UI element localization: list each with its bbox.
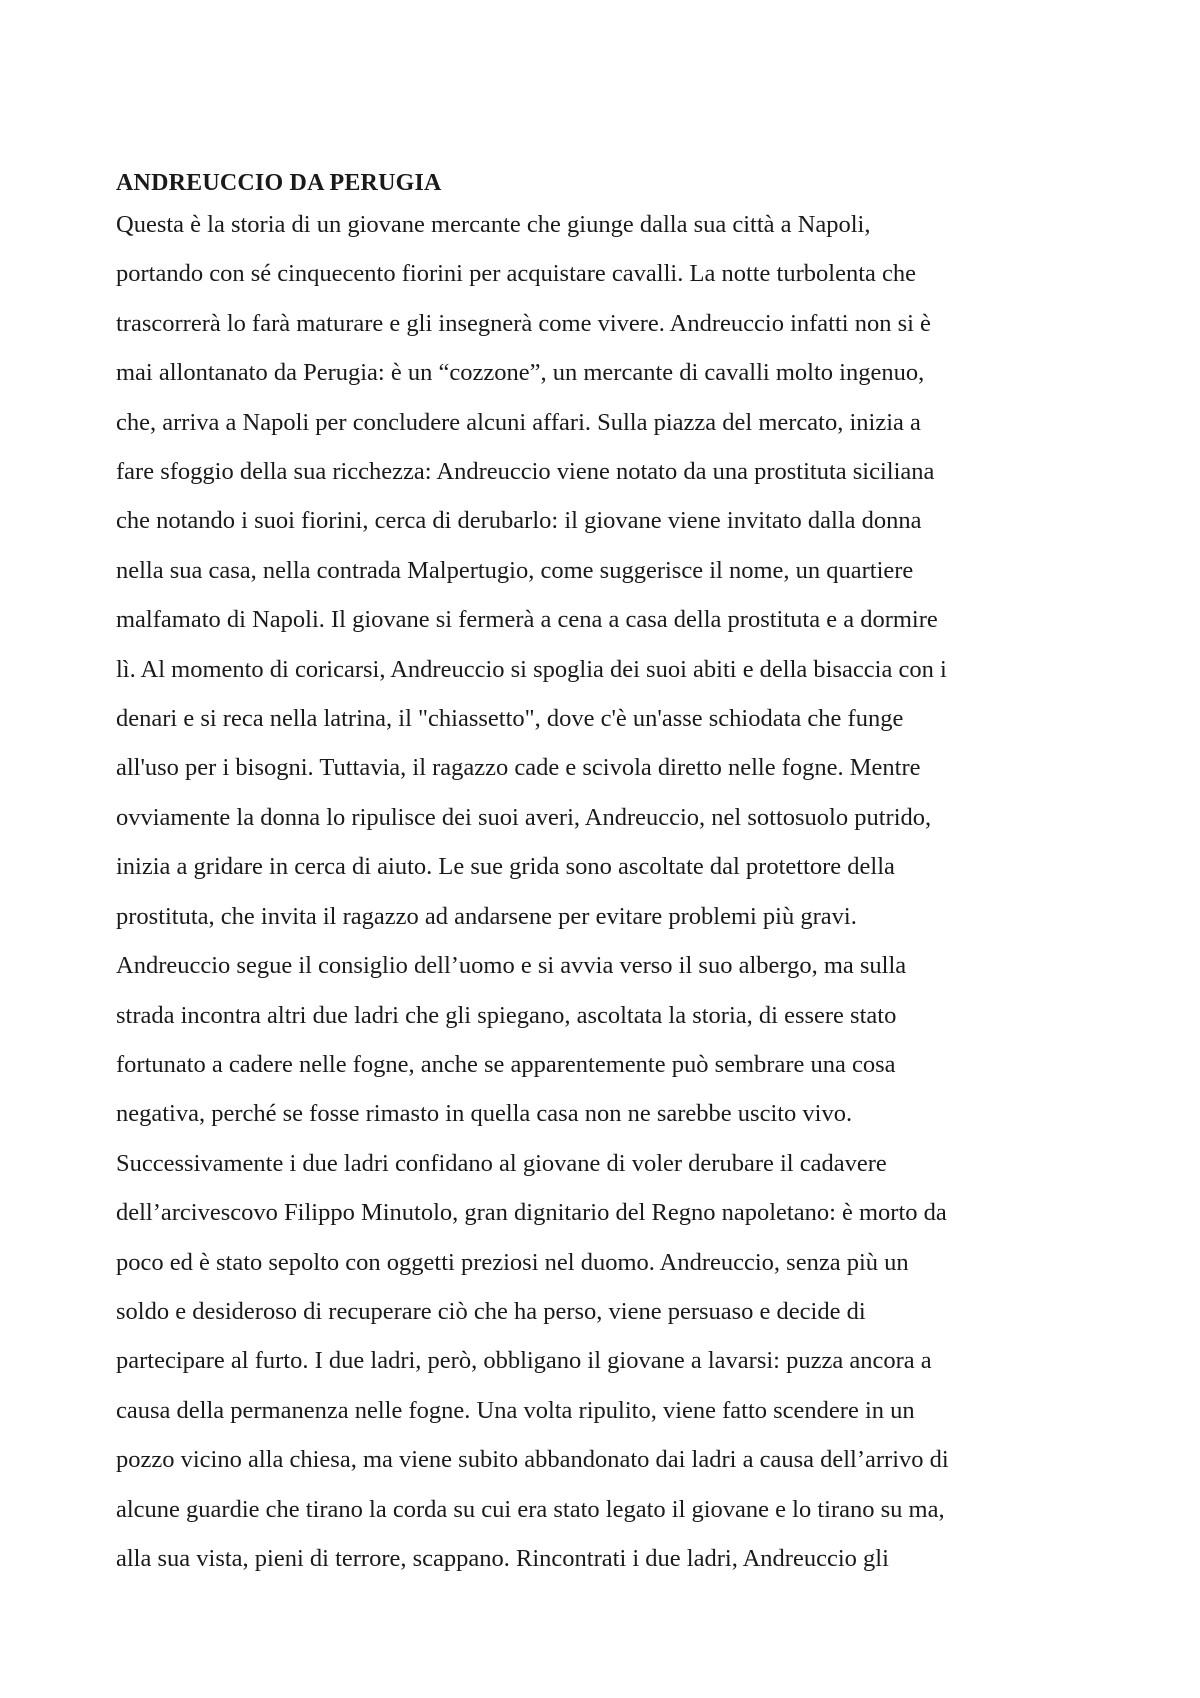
text-line: strada incontra altri due ladri che gli spiegano, ascoltata la storia, di essere stato (116, 1001, 897, 1029)
text-line: Questa è la storia di un giovane mercante che giunge dalla sua città a Napoli, (116, 211, 871, 238)
text-line: denari e si reca nella latrina, il "chiassetto", dove c'è un'asse schiodata che funge (116, 705, 904, 733)
text-line: poco ed è stato sepolto con oggetti preziosi nel duomo. Andreuccio, senza più un (116, 1248, 909, 1276)
document-text (116, 200, 1106, 1583)
text-line: soldo e desideroso di recuperare ciò che ha perso, viene persuaso e decide di (116, 1297, 866, 1325)
text-line: all'uso per i bisogni. Tuttavia, il ragazzo cade e scivola diretto nelle fogne. Mentre (116, 754, 921, 782)
text-line: Andreuccio segue il consiglio dell’uomo e si avvia verso il suo albergo, ma sulla (116, 952, 907, 980)
text-line: negativa, perché se fosse rimasto in quella casa non ne sarebbe uscito vivo. (116, 1100, 853, 1128)
text-line: che notando i suoi fiorini, cerca di derubarlo: il giovane viene invitato dalla donna (116, 507, 922, 535)
text-line: portando con sé cinquecento fiorini per acquistare cavalli. La notte turbolenta che (116, 260, 917, 288)
document-title: ANDREUCCIO DA PERUGIA (116, 170, 442, 196)
text-line: nella sua casa, nella contrada Malpertugio, come suggerisce il nome, un quartiere (116, 556, 914, 584)
text-line: partecipare al furto. I due ladri, però, obbligano il giovane a lavarsi: puzza ancora a (116, 1347, 932, 1375)
text-line: dell’arcivescovo Filippo Minutolo, gran dignitario del Regno napoletano: è morto da (116, 1199, 947, 1227)
text-line: mai allontanato da Perugia: è un “cozzone”, un mercante di cavalli molto ingenuo, (116, 359, 925, 387)
text-line: inizia a gridare in cerca di aiuto. Le sue grida sono ascoltate dal protettore della (116, 853, 895, 881)
text-line: fortunato a cadere nelle fogne, anche se apparentemente può sembrare una cosa (116, 1050, 896, 1078)
text-line: malfamato di Napoli. Il giovane si fermerà a cena a casa della prostituta e a dormire (116, 606, 938, 634)
text-line: alla sua vista, pieni di terrore, scappano. Rincontrati i due ladri, Andreuccio gli (116, 1544, 889, 1572)
text-line: fare sfoggio della sua ricchezza: Andreuccio viene notato da una prostituta siciliana (116, 458, 935, 486)
text-line: Successivamente i due ladri confidano al giovane di voler derubare il cadavere (116, 1149, 887, 1177)
document-body (116, 158, 1106, 1583)
text-line: causa della permanenza nelle fogne. Una volta ripulito, viene fatto scendere in un (116, 1396, 915, 1424)
text-line: prostituta, che invita il ragazzo ad andarsene per evitare problemi più gravi. (116, 902, 857, 930)
text-line: che, arriva a Napoli per concludere alcuni affari. Sulla piazza del mercato, inizia a (116, 408, 921, 436)
text-line: trascorrerà lo farà maturare e gli insegnerà come vivere. Andreuccio infatti non si è (116, 309, 931, 337)
text-line: ovviamente la donna lo ripulisce dei suoi averi, Andreuccio, nel sottosuolo putrido, (116, 803, 932, 831)
text-line: pozzo vicino alla chiesa, ma viene subito abbandonato dai ladri a causa dell’arrivo di (116, 1446, 949, 1474)
text-line: alcune guardie che tirano la corda su cui era stato legato il giovane e lo tirano su ma, (116, 1495, 945, 1523)
text-line: lì. Al momento di coricarsi, Andreuccio si spoglia dei suoi abiti e della bisaccia con i (116, 655, 947, 683)
